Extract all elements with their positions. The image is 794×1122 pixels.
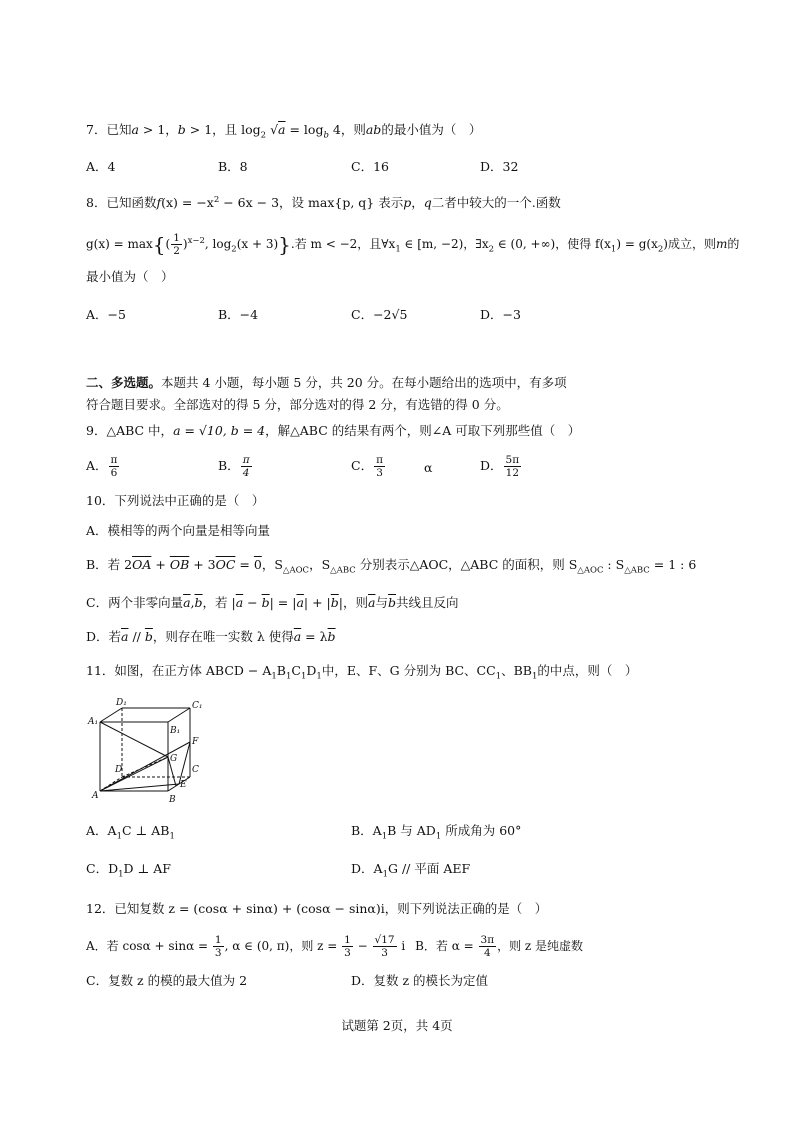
q7-option-b: B．8 [218, 159, 248, 174]
section2-desc: 符合题目要求。全部选对的得 5 分，部分选对的得 2 分，有选错的得 0 分。 [86, 397, 509, 412]
q8-option-c: C．−2√5 [351, 307, 408, 322]
q8-line2: g(x) = max{( $\frac{1}{2}$ )$^{x-2}$, $\log_2(x + 3)$}.若 m < −2，且$\forall x_1$ ∈ [m, −2)，$\exists x_2$ ∈ (0, +∞)，使得 $f(x_1) = g(x_2)$成立，则m的 [86, 232, 740, 257]
label-g: G [170, 754, 178, 764]
label-b: B [169, 795, 176, 805]
q8-fraction: $\frac{1}{2}$ [173, 232, 180, 257]
q12-stem: 12．已知复数 z = (cosα + sinα) + (cosα − sinα)i，则下列说法正确的是（ ） [86, 901, 548, 916]
cube-figure [86, 696, 216, 808]
q9-option-d: D． $\frac{5\pi}{12}$ [480, 454, 520, 479]
q10-option-d: D．若$\overline{a} // \overline{b}$，则存在唯一实数 λ 使得$\overline{a} = \lambda\overline{b}$ [86, 629, 336, 644]
q9-option-c: C． $\frac{\pi}{3}$ [351, 454, 383, 479]
section2-heading: 二、多选题。本题共 4 小题，每小题 5 分，共 20 分。在每小题给出的选项中，有多项 [86, 375, 567, 390]
q10-option-c: C．两个非零向量$\overline{a},\overline{b}$，若 $|\overline{a} - \overline{b}| = |\overline{a}| + |\overline{b}|$，则$\overline{a}$与$\overline{b}$共线且反向 [86, 595, 459, 610]
q9-option-b: B． $\frac{\pi}{4}$ [218, 454, 250, 479]
q12-option-c: C．复数 z 的模的最大值为 2 [86, 973, 248, 988]
q8-line3: 最小值为（ ） [86, 269, 174, 284]
label-a: A [92, 791, 99, 801]
label-d1: D₁ [116, 698, 127, 708]
q12-option-d: D．复数 z 的模长为定值 [351, 973, 489, 988]
q9-stem: 9．△ABC 中，a = √10, b = 4，解△ABC 的结果有两个，则∠A 可取下列那些值（ ） [86, 423, 581, 438]
q11-stem: 11．如图，在正方体 ABCD − $A_1B_1C_1D_1$中，E、F、G 分别为 BC、$CC_1$、$BB_1$的中点，则（ ） [86, 663, 638, 682]
q7-option-d: D．32 [480, 159, 519, 174]
q8-line1: 8．已知函数$f(x) = -x^2 - 6x - 3$，设 max{p, q} 表示p，q二者中较大的一个.函数 [86, 194, 561, 210]
q8-option-b: B．−4 [218, 307, 259, 322]
q8-option-a: A．−5 [86, 307, 126, 322]
q9-stray-alpha: α [424, 460, 433, 475]
label-e: E [180, 780, 187, 790]
q10-option-a: A．模相等的两个向量是相等向量 [86, 523, 271, 538]
page-footer: 试题第 2页，共 4页 [341, 1018, 453, 1033]
q7-option-c: C．16 [351, 159, 389, 174]
q7-option-a: A．4 [86, 159, 116, 174]
q11-option-d: D．$A_1G$ // 平面 AEF [351, 861, 471, 880]
label-c1: C₁ [192, 701, 203, 711]
label-f: F [192, 737, 199, 747]
q11-option-b: B．$A_1B$ 与 $AD_1$ 所成角为 60° [351, 823, 522, 842]
q11-option-a: A．$A_1C$ ⊥ $AB_1$ [86, 823, 175, 842]
q12-option-a-b: A．若 cosα + sinα = $\frac{1}{3}$ , α ∈ (0, π)，则 z = $\frac{1}{3}$ − $\frac{√17}{3}$ i B．若 α = $\frac{3\pi}{4}$ ，则 z 是纯虚数 [86, 934, 584, 959]
q11-option-c: C．$D_1D$ ⊥ AF [86, 861, 171, 880]
q10-option-b: B．若 $2\overline{OA} + \overline{OB} + 3\overline{OC} = 0$，$S_{\triangle AOC}$，$S_{\triangle ABC}$ 分别表示△AOC，△ABC 的面积，则 $S_{\triangle AOC}$ : $S_{\triangle ABC} = 1$ : 6 [86, 557, 697, 576]
q9-option-a: A． $\frac{\pi}{6}$ [86, 454, 118, 479]
label-a1: A₁ [88, 717, 99, 727]
label-b1: B₁ [170, 726, 181, 736]
q10-stem: 10．下列说法中正确的是（ ） [86, 493, 265, 508]
label-d: D [115, 765, 123, 775]
q8-option-d: D．−3 [480, 307, 521, 322]
label-c: C [192, 765, 199, 775]
q7-stem: 7．已知a > 1，b > 1，且 $\log_2 √a = \log_b 4$，则ab的最小值为（ ） [86, 122, 482, 141]
